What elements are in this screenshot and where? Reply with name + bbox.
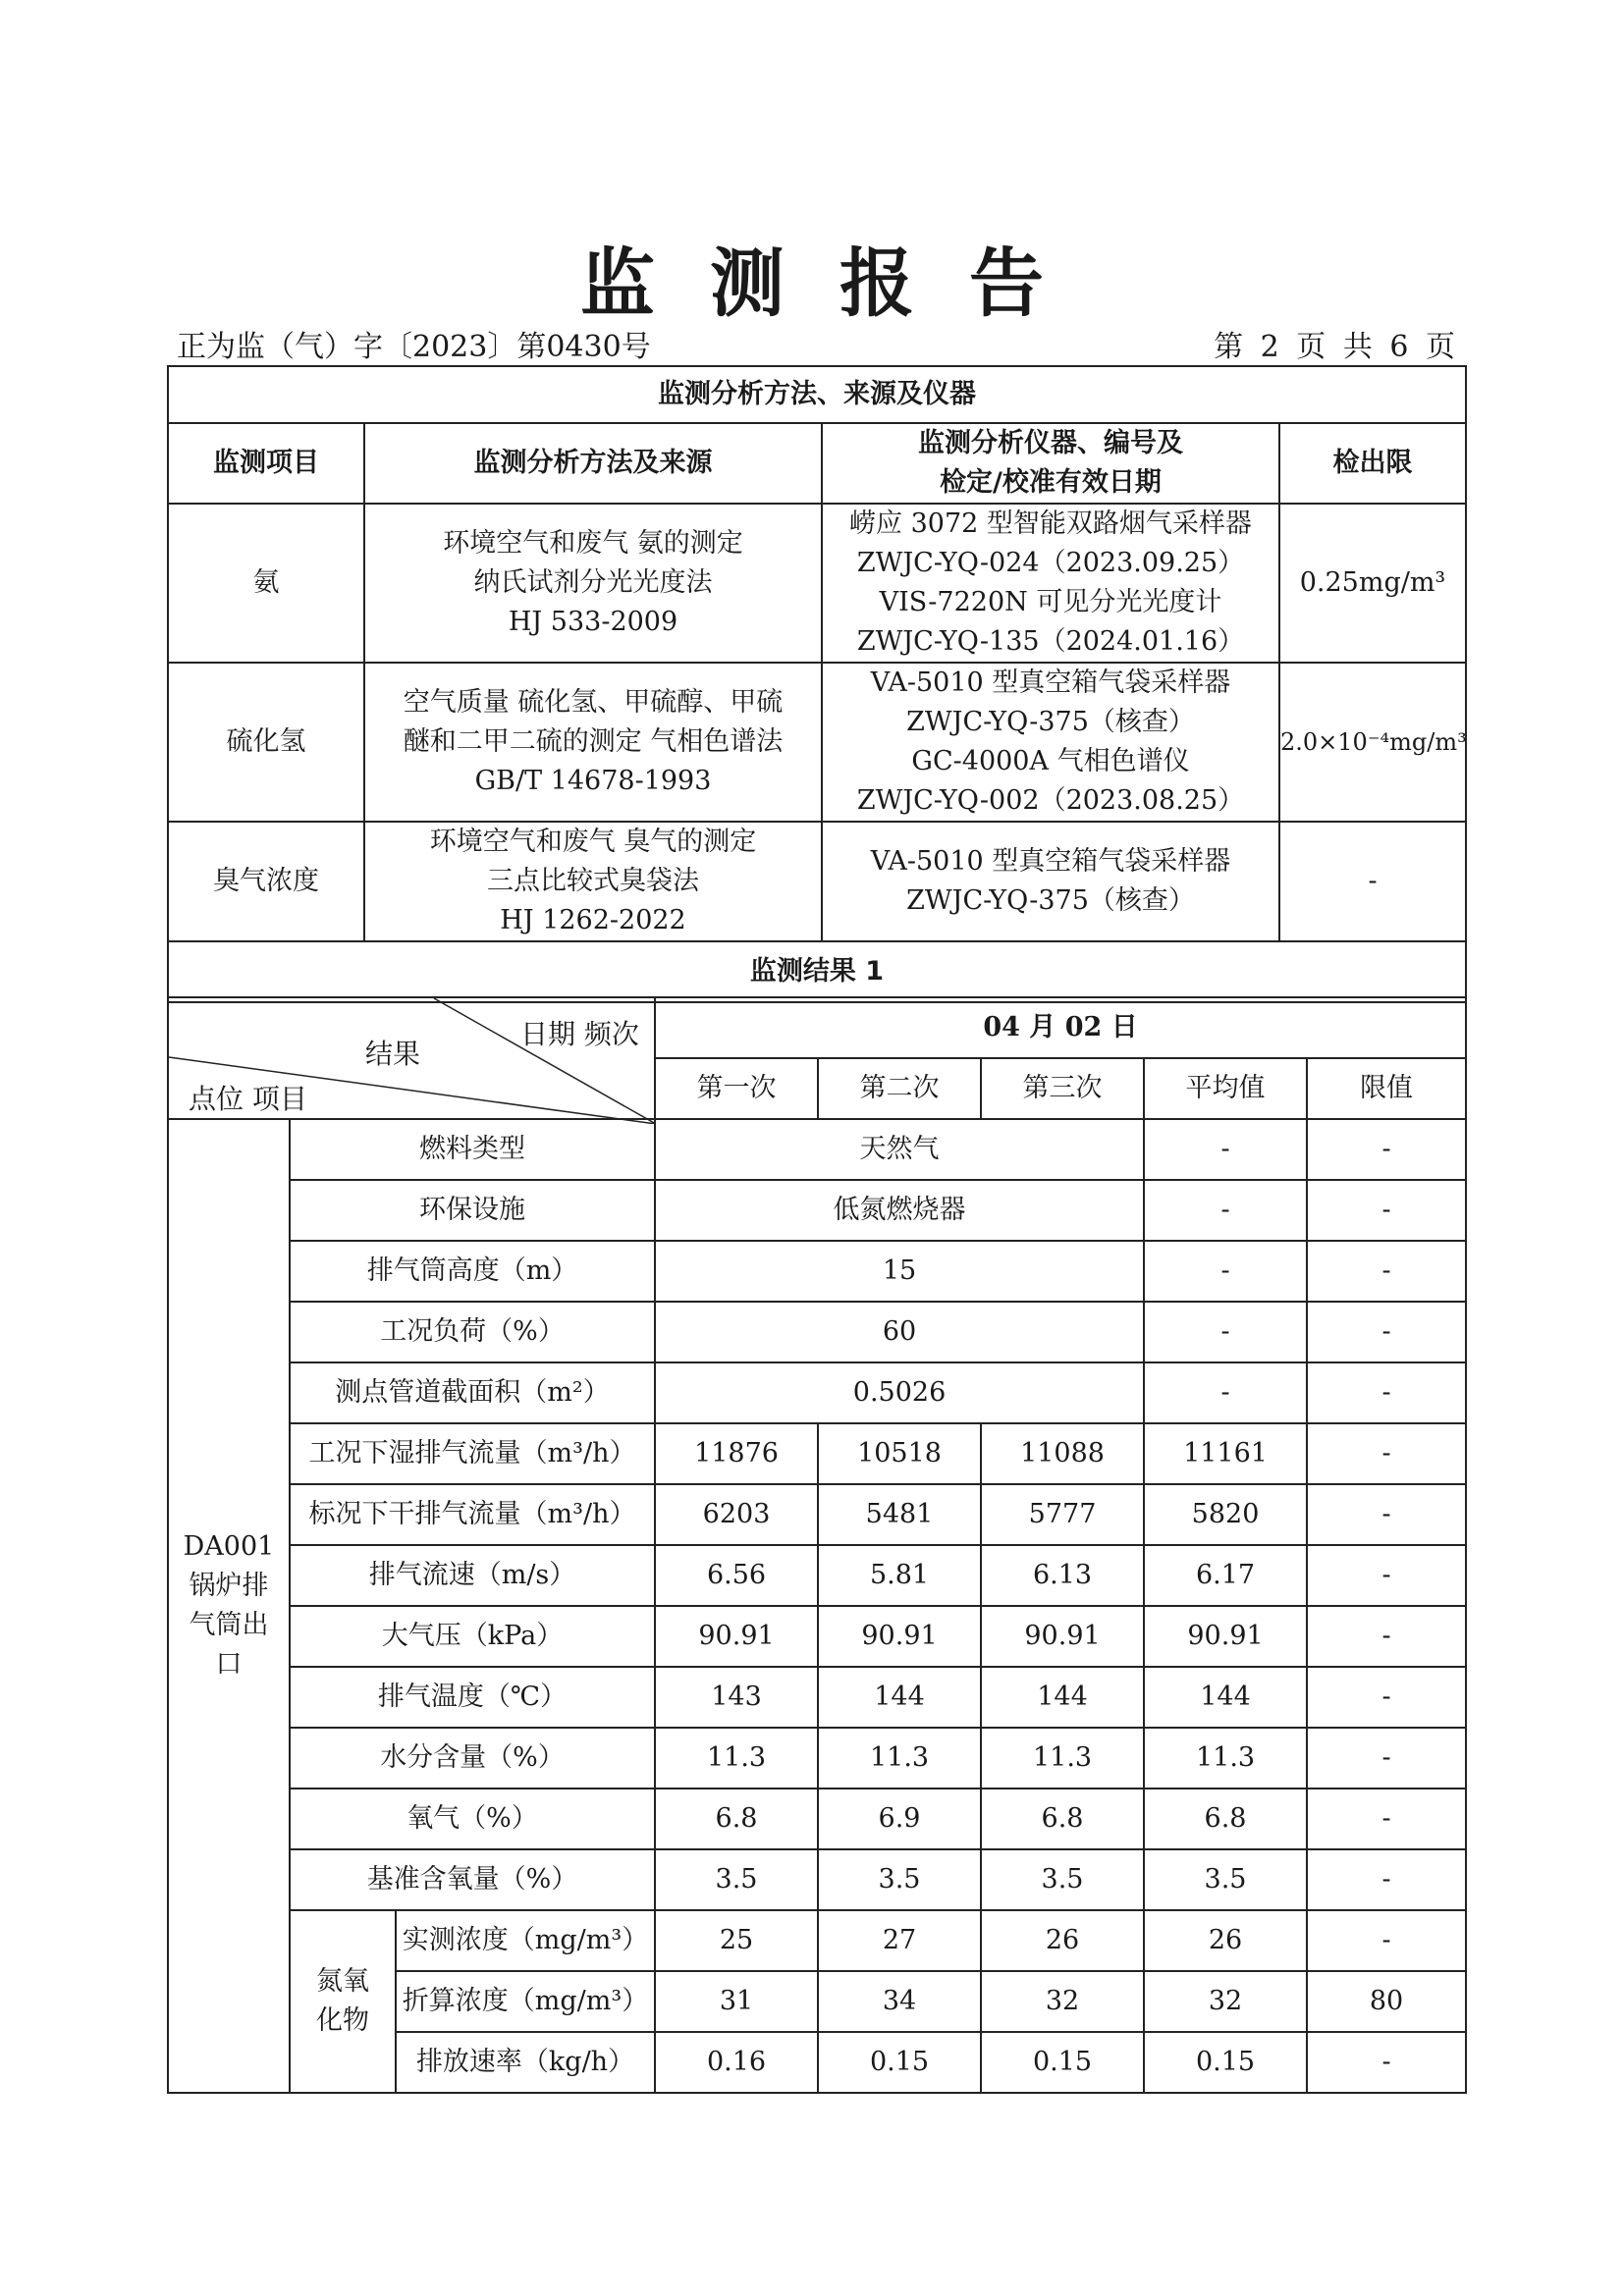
avg-value: - [1144,1302,1307,1362]
table-row [168,1484,1466,1545]
date-header: 04 月 02 日 [655,997,1466,1058]
limit-value: - [1307,1728,1466,1789]
limit-value: - [1307,1302,1466,1362]
table-row [168,663,1466,822]
row-label: 排气流速（m/s） [290,1545,655,1606]
avg-value: 0.15 [1144,2032,1307,2093]
method-item: 硫化氢 [168,663,364,822]
row-label: 水分含量（%） [290,1728,655,1789]
avg-value: 6.17 [1144,1545,1307,1606]
col-header-2: 第二次 [818,1058,981,1119]
corner-date-freq: 日期 频次 [520,1018,639,1050]
methods-section-title: 监测分析方法、来源及仪器 [168,366,1466,423]
run2-value: 0.15 [818,2032,981,2093]
avg-value: - [1144,1362,1307,1423]
run1-value: 6203 [655,1484,818,1545]
limit-value: - [1307,1423,1466,1484]
method-instrument: VA-5010 型真空箱气袋采样器 ZWJC-YQ-375（核查） [822,822,1279,941]
merged-value: 15 [655,1241,1144,1302]
limit-value: - [1307,1180,1466,1241]
method-source: 空气质量 硫化氢、甲硫醇、甲硫 醚和二甲二硫的测定 气相色谱法 GB/T 14678-1993 [364,663,822,822]
table-row [168,1728,1466,1789]
run2-value: 5481 [818,1484,981,1545]
methods-table [167,365,1467,1003]
method-source: 环境空气和废气 臭气的测定 三点比较式臭袋法 HJ 1262-2022 [364,822,822,941]
method-instrument: 崂应 3072 型智能双路烟气采样器 ZWJC-YQ-024（2023.09.25） VIS-7220N 可见分光光度计 ZWJC-YQ-135（2024.01.16） [822,504,1279,663]
limit-value: - [1307,1119,1466,1180]
row-label: 测点管道截面积（m²） [290,1362,655,1423]
run1-value: 6.8 [655,1789,818,1849]
col-header-3: 第三次 [981,1058,1144,1119]
point-label: DA001 锅炉排 气筒出 口 [168,1119,290,2093]
row-label: 环保设施 [290,1180,655,1241]
table-row [168,1423,1466,1484]
merged-value: 60 [655,1302,1144,1362]
avg-value: 3.5 [1144,1849,1307,1910]
table-row [168,822,1466,941]
avg-value: - [1144,1119,1307,1180]
run3-value: 11.3 [981,1728,1144,1789]
row-label: 排放速率（kg/h） [396,2032,655,2093]
avg-value: 5820 [1144,1484,1307,1545]
run3-value: 11088 [981,1423,1144,1484]
method-item: 氨 [168,504,364,663]
nox-group-label: 氮氧 化物 [290,1910,396,2093]
limit-value: - [1307,1606,1466,1667]
run1-value: 143 [655,1667,818,1728]
run2-value: 11.3 [818,1728,981,1789]
avg-value: 32 [1144,1971,1307,2032]
page-number: 第 2 页 共 6 页 [1214,330,1459,364]
row-label: 排气温度（℃） [290,1667,655,1728]
limit-value: - [1307,1667,1466,1728]
run1-value: 11.3 [655,1728,818,1789]
run2-value: 144 [818,1667,981,1728]
run2-value: 5.81 [818,1545,981,1606]
row-label: 排气筒高度（m） [290,1241,655,1302]
run3-value: 6.13 [981,1545,1144,1606]
corner-header [168,997,655,1119]
run3-value: 90.91 [981,1606,1144,1667]
avg-value: - [1144,1241,1307,1302]
methods-header-limit: 检出限 [1279,423,1466,504]
results-table [167,996,1467,2094]
corner-result: 结果 [365,1038,421,1070]
row-label: 标况下干排气流量（m³/h） [290,1484,655,1545]
row-label: 氧气（%） [290,1789,655,1849]
run3-value: 32 [981,1971,1144,2032]
run2-value: 10518 [818,1423,981,1484]
limit-value: - [1307,1545,1466,1606]
table-row [168,1119,1466,1180]
avg-value: 11161 [1144,1423,1307,1484]
table-row [168,1789,1466,1849]
col-header-1: 第一次 [655,1058,818,1119]
run3-value: 5777 [981,1484,1144,1545]
table-row [168,1241,1466,1302]
merged-value: 0.5026 [655,1362,1144,1423]
run2-value: 90.91 [818,1606,981,1667]
run2-value: 27 [818,1910,981,1971]
method-instrument: VA-5010 型真空箱气袋采样器 ZWJC-YQ-375（核查） GC-4000A 气相色谱仪 ZWJC-YQ-002（2023.08.25） [822,663,1279,822]
run3-value: 26 [981,1910,1144,1971]
limit-value: - [1307,1484,1466,1545]
row-label: 工况负荷（%） [290,1302,655,1362]
avg-value: 144 [1144,1667,1307,1728]
methods-header-instrument: 监测分析仪器、编号及 检定/校准有效日期 [822,423,1279,504]
method-item: 臭气浓度 [168,822,364,941]
corner-point-item: 点位 项目 [189,1083,307,1115]
run2-value: 6.9 [818,1789,981,1849]
methods-header-method: 监测分析方法及来源 [364,423,822,504]
limit-value: - [1307,2032,1466,2093]
avg-value: 11.3 [1144,1728,1307,1789]
run3-value: 0.15 [981,2032,1144,2093]
run1-value: 11876 [655,1423,818,1484]
limit-value: - [1307,1362,1466,1423]
run1-value: 6.56 [655,1545,818,1606]
limit-value: - [1307,1849,1466,1910]
run1-value: 25 [655,1910,818,1971]
limit-value: - [1307,1910,1466,1971]
method-limit: 2.0×10⁻⁴mg/m³ [1279,663,1466,822]
run1-value: 90.91 [655,1606,818,1667]
limit-value: 80 [1307,1971,1466,2032]
merged-value: 天然气 [655,1119,1144,1180]
method-limit: - [1279,822,1466,941]
run1-value: 3.5 [655,1849,818,1910]
run1-value: 31 [655,1971,818,2032]
col-header-limit: 限值 [1307,1058,1466,1119]
document-number: 正为监（气）字〔2023〕第0430号 [177,330,651,364]
limit-value: - [1307,1789,1466,1849]
table-row [168,1180,1466,1241]
report-title: 监测报告 [580,240,1099,327]
table-row [168,1362,1466,1423]
avg-value: 6.8 [1144,1789,1307,1849]
col-header-avg: 平均值 [1144,1058,1307,1119]
table-row [168,504,1466,663]
table-row [168,1302,1466,1362]
methods-header-item: 监测项目 [168,423,364,504]
merged-value: 低氮燃烧器 [655,1180,1144,1241]
run3-value: 3.5 [981,1849,1144,1910]
row-label: 折算浓度（mg/m³） [396,1971,655,2032]
row-label: 燃料类型 [290,1119,655,1180]
avg-value: 90.91 [1144,1606,1307,1667]
run2-value: 3.5 [818,1849,981,1910]
run1-value: 0.16 [655,2032,818,2093]
table-row [168,1667,1466,1728]
method-limit: 0.25mg/m³ [1279,504,1466,663]
run2-value: 34 [818,1971,981,2032]
results-section-title: 监测结果 1 [168,941,1466,1002]
row-label: 基准含氧量（%） [290,1849,655,1910]
table-row [168,1910,1466,1971]
run3-value: 144 [981,1667,1144,1728]
table-row [168,1849,1466,1910]
row-label: 大气压（kPa） [290,1606,655,1667]
table-row [168,1606,1466,1667]
avg-value: 26 [1144,1910,1307,1971]
row-label: 工况下湿排气流量（m³/h） [290,1423,655,1484]
method-source: 环境空气和废气 氨的测定 纳氏试剂分光光度法 HJ 533-2009 [364,504,822,663]
row-label: 实测浓度（mg/m³） [396,1910,655,1971]
table-row [168,1545,1466,1606]
avg-value: - [1144,1180,1307,1241]
limit-value: - [1307,1241,1466,1302]
run3-value: 6.8 [981,1789,1144,1849]
